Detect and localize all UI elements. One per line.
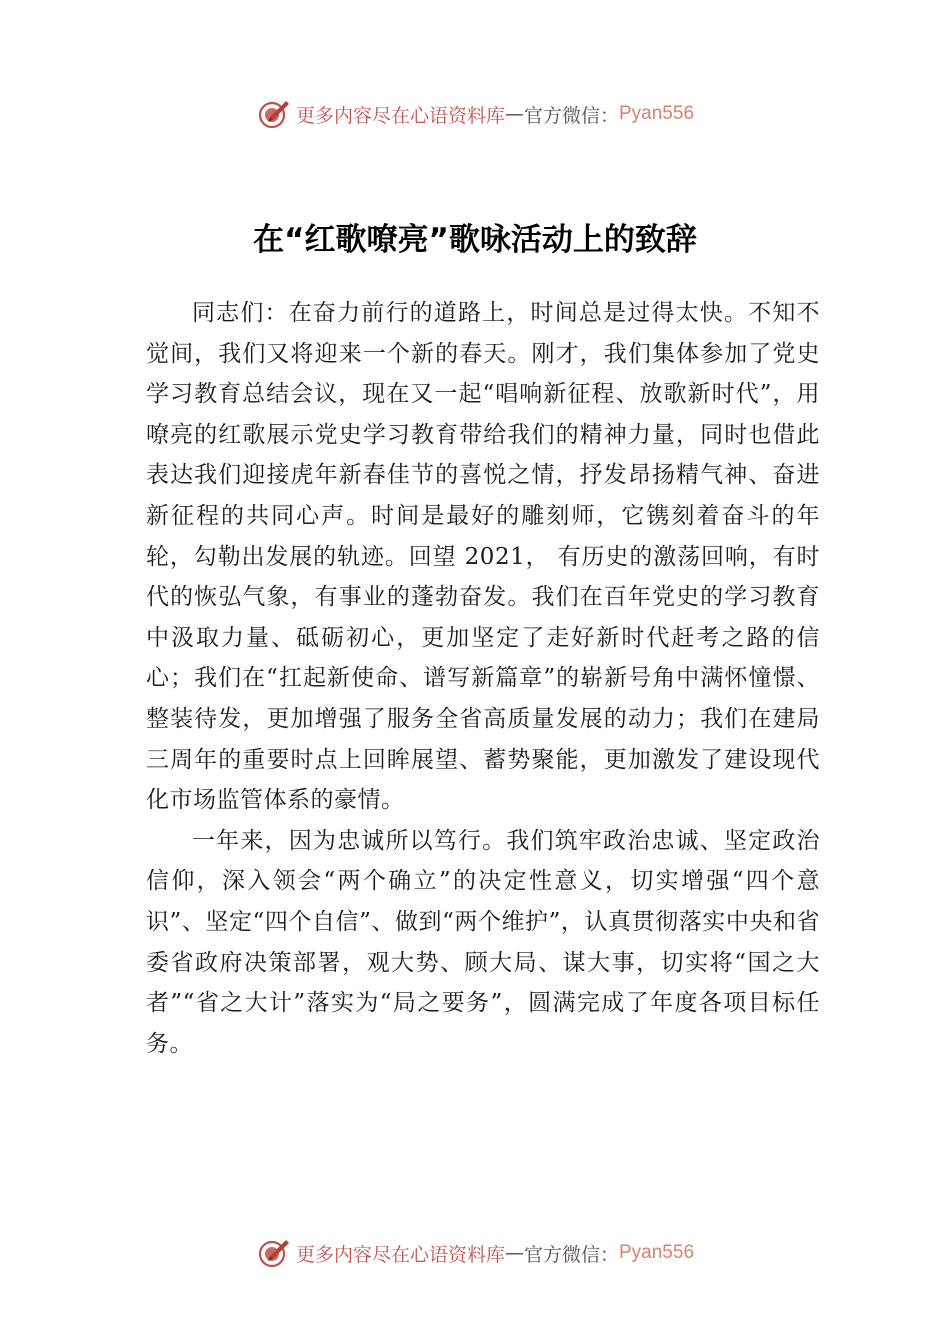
document-title: 在“红歌嘹亮”歌咏活动上的致辞 — [253, 222, 697, 258]
banner-wechat-id: Pyan556 — [619, 1242, 695, 1263]
pen-nib-logo-icon — [256, 96, 292, 132]
header-banner — [0, 94, 950, 134]
banner-wechat-id: Pyan556 — [619, 103, 695, 124]
paragraph: 一年来，因为忠诚所以笃行。我们筑牢政治忠诚、坚定政治信仰，深入领会“两个确立”的决定性意义，切实增强“四个意识”、坚定“四个自信”、做到“两个维护”，认真贯彻落实中央和省委省政府决策部署，观大势、顾大局、谋大事，切实将“国之大者”“省之大计”落实为“局之要务”，圆满完成了年度各项目标任务。 — [146, 827, 820, 1057]
banner-wechat-label: 官方微信： — [523, 104, 619, 127]
footer-banner — [0, 1233, 950, 1273]
paragraph: 同志们：在奋力前行的道路上，时间总是过得太快。不知不觉间，我们又将迎来一个新的春天。刚才，我们集体参加了党史学习教育总结会议，现在又一起“唱响新征程、放歌新时代”，用嘹亮的红歌展示党史学习教育带给我们的精神力量，同时也借此表达我们迎接虎年新春佳节的喜悦之情，抒发昂扬精气神、奋进新征程的共同心声。时间是最好的雕刻师，它镌刻着奋斗的年轮，勾勒出发展的轨迹。回望 2021， 有历史的激荡回响，有时代的恢弘气象，有事业的蓬勃奋发。我们在百年党史的学习教育中汲取力量、砥砺初心，更加坚定了走好新时代赶考之路的信心；我们在“扛起新使命、谱写新篇章”的崭新号角中满怀憧憬、整装待发，更加增强了服务全省高质量发展的动力；我们在建局三周年的重要时点上回眸展望、蓄势聚能，更加激发了建设现代化市场监管体系的豪情。 — [146, 300, 820, 814]
document-body — [146, 293, 820, 1064]
banner-separator: — — [504, 1242, 524, 1264]
banner-separator: — — [504, 103, 524, 125]
banner-brand-text: 更多内容尽在心语资料库 — [295, 1243, 505, 1266]
pen-nib-logo-icon — [256, 1235, 292, 1271]
banner-wechat-label: 官方微信： — [523, 1243, 619, 1266]
banner-brand-text: 更多内容尽在心语资料库 — [295, 104, 505, 127]
